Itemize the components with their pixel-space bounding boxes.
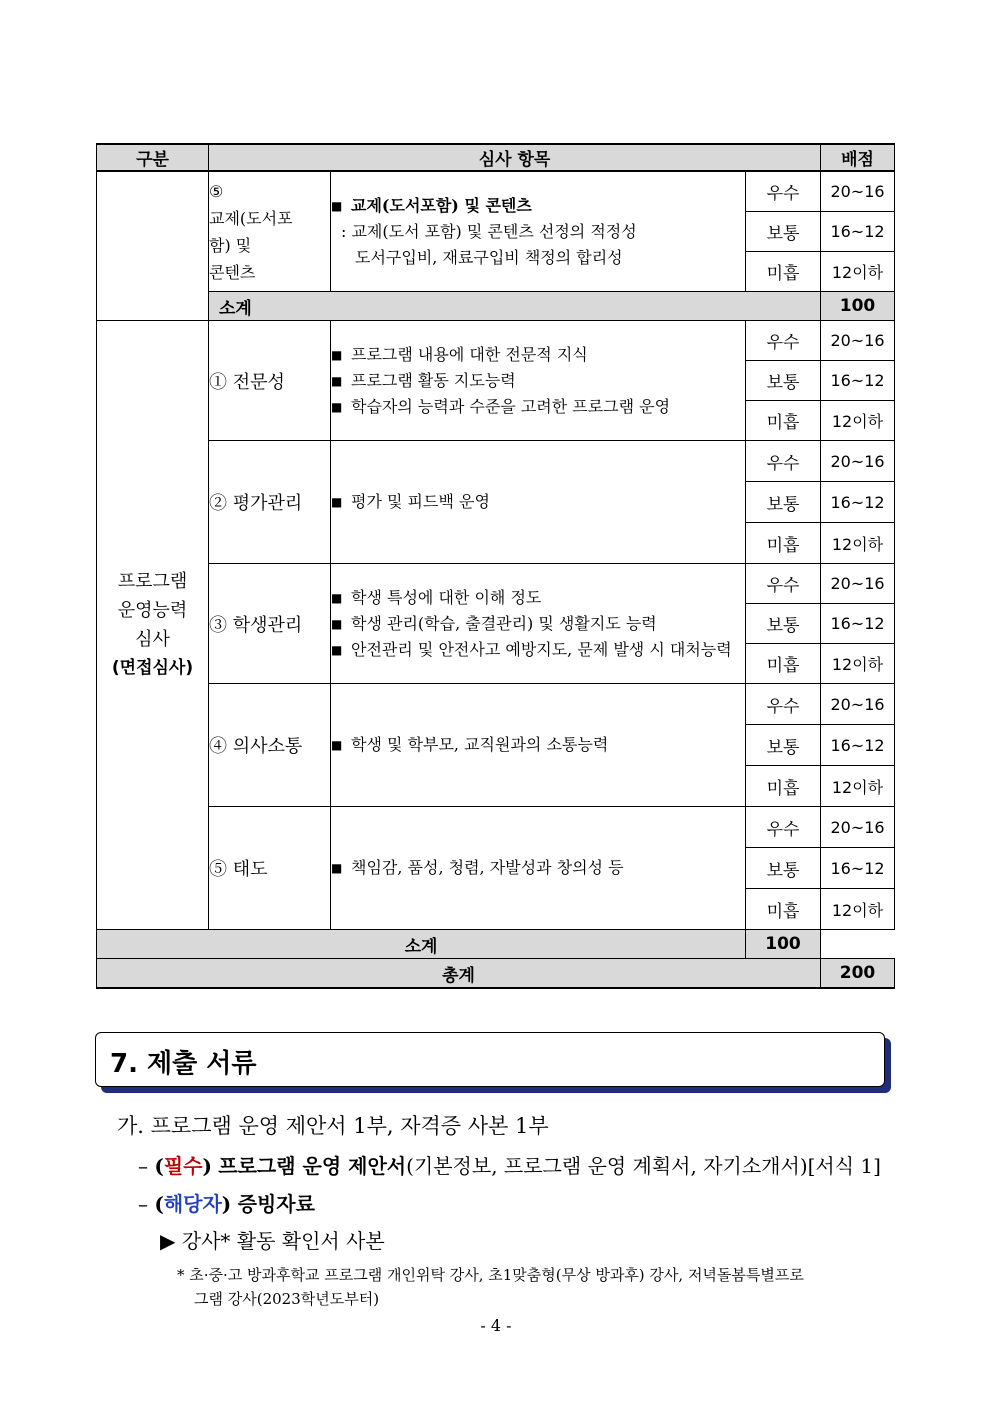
score-cell: 20~16 (821, 441, 895, 482)
grade-cell: 미흡 (746, 644, 821, 684)
subtotal-row (97, 930, 895, 959)
criteria-cell (331, 807, 746, 930)
grade-cell: 우수 (746, 171, 821, 212)
section-header (95, 1032, 885, 1087)
optional-tag: 해당자 (163, 1192, 222, 1216)
sub-item-text: 강사* 활동 확인서 사본 (181, 1229, 385, 1253)
score-cell: 12이하 (821, 401, 895, 441)
square-bullet-icon: ■ (331, 616, 343, 631)
sub-item-label: 교제(도서포 (209, 208, 293, 228)
criteria-cell (331, 564, 746, 684)
square-bullet-icon: ■ (331, 495, 343, 509)
criteria-line: 학생 관리(학습, 출결관리) 및 생활지도 능력 (351, 613, 657, 633)
header-category: 구분 (97, 144, 209, 171)
required-tag: 필수 (163, 1154, 203, 1178)
sub-item-cell: ① 전문성 (209, 321, 331, 441)
criteria-line: 도서구입비, 재료구입비 책정의 합리성 (355, 247, 623, 267)
table-header-row (97, 144, 895, 171)
criteria-title: 교제(도서포함) 및 콘텐츠 (351, 195, 532, 215)
grade-cell: 미흡 (746, 252, 821, 292)
triangle-bullet-icon: ▶ (160, 1229, 182, 1253)
table-row (97, 171, 895, 212)
sub-item-cell: ③ 학생관리 (209, 564, 331, 684)
criteria-line: 학생 및 학부모, 교직원과의 소통능력 (351, 735, 609, 754)
header-score: 배점 (821, 144, 895, 171)
score-cell: 20~16 (821, 684, 895, 725)
required-title: 프로그램 운영 제안서 (218, 1154, 407, 1178)
table-row (97, 684, 895, 725)
score-cell: 16~12 (821, 212, 895, 252)
grade-cell: 우수 (746, 807, 821, 848)
grade-cell: 보통 (746, 725, 821, 766)
criteria-line: 책임감, 품성, 청렴, 자발성과 창의성 등 (351, 858, 624, 877)
grade-cell: 미흡 (746, 889, 821, 930)
score-cell: 12이하 (821, 766, 895, 807)
total-value: 200 (821, 959, 895, 989)
sub-item-label: 함) 및 (209, 235, 252, 255)
grade-cell: 보통 (746, 361, 821, 401)
subtotal-row (97, 292, 895, 321)
sub-item-line (160, 1225, 385, 1254)
header-items: 심사 항목 (209, 144, 821, 171)
grade-cell: 우수 (746, 321, 821, 361)
subtotal-value: 100 (821, 292, 895, 321)
criteria-line: 프로그램 내용에 대한 전문적 지식 (351, 344, 588, 364)
grade-cell: 보통 (746, 212, 821, 252)
doc-line-a: 가. 프로그램 운영 제안서 1부, 자격증 사본 1부 (117, 1114, 549, 1138)
footnote-line-1: * 초·중·고 방과후학교 프로그램 개인위탁 강사, 초1맞춤형(무상 방과후) 강사, 저녁돌봄특별프로 (177, 1266, 804, 1284)
page-number: - 4 - (480, 1316, 512, 1335)
grade-cell: 미흡 (746, 401, 821, 441)
score-cell: 20~16 (821, 807, 895, 848)
score-cell: 12이하 (821, 644, 895, 684)
criteria-line: 학습자의 능력과 수준을 고려한 프로그램 운영 (351, 396, 671, 416)
optional-title: 증빙자료 (237, 1192, 315, 1216)
grade-cell: 우수 (746, 684, 821, 725)
sub-item-cell (209, 171, 331, 292)
required-detail: (기본정보, 프로그램 운영 계획서, 자기소개서)[서식 1] (406, 1154, 881, 1178)
sub-item-cell: ④ 의사소통 (209, 684, 331, 807)
subtotal-label: 소계 (209, 292, 821, 321)
grade-cell: 미흡 (746, 766, 821, 807)
grade-cell: 우수 (746, 564, 821, 604)
evaluation-table (96, 143, 895, 989)
table-row (97, 807, 895, 848)
square-bullet-icon: ■ (331, 590, 343, 605)
score-cell: 12이하 (821, 252, 895, 292)
score-cell: 16~12 (821, 361, 895, 401)
table-row (97, 441, 895, 482)
criteria-line: 프로그램 활동 지도능력 (351, 370, 516, 390)
score-cell: 16~12 (821, 848, 895, 889)
grade-cell: 보통 (746, 848, 821, 889)
subtotal-value: 100 (746, 930, 821, 959)
criteria-line: 평가 및 피드백 운영 (351, 492, 490, 511)
required-line: – (필수) 프로그램 운영 제안서(기본정보, 프로그램 운영 계획서, 자기소개서)[서식 1] (138, 1154, 881, 1178)
criteria-cell (331, 171, 746, 292)
square-bullet-icon: ■ (331, 642, 343, 657)
score-cell: 16~12 (821, 482, 895, 523)
grade-cell: 보통 (746, 482, 821, 523)
table-row (97, 564, 895, 604)
grade-cell: 보통 (746, 604, 821, 644)
category-label: 심사 (135, 629, 170, 650)
sub-item-label: ⑤ (209, 181, 224, 201)
section-title: 7. 제출 서류 (110, 1049, 257, 1079)
table-row (97, 321, 895, 361)
sub-item-label: 콘텐츠 (209, 262, 256, 282)
optional-line: – (해당자) 증빙자료 (138, 1192, 315, 1216)
score-cell: 20~16 (821, 564, 895, 604)
square-bullet-icon: ■ (331, 347, 343, 362)
square-bullet-icon: ■ (331, 399, 343, 414)
score-cell: 16~12 (821, 604, 895, 644)
square-bullet-icon: ■ (331, 373, 343, 388)
category-cell (97, 321, 209, 930)
category-label: (면접심사) (111, 658, 194, 678)
criteria-cell (331, 321, 746, 441)
square-bullet-icon: ■ (331, 198, 343, 213)
criteria-line: 학생 특성에 대한 이해 정도 (351, 587, 542, 607)
score-cell: 16~12 (821, 725, 895, 766)
criteria-line: 안전관리 및 안전사고 예방지도, 문제 발생 시 대처능력 (351, 639, 732, 659)
footnote-line-2: 그램 강사(2023학년도부터) (194, 1290, 380, 1308)
total-label: 총계 (97, 959, 821, 989)
category-label: 프로그램 (117, 571, 188, 592)
grade-cell: 우수 (746, 441, 821, 482)
subtotal-label: 소계 (97, 930, 746, 959)
score-cell: 12이하 (821, 889, 895, 930)
total-row (97, 959, 895, 989)
category-label: 운영능력 (117, 600, 188, 621)
grade-cell: 미흡 (746, 523, 821, 564)
score-cell: 20~16 (821, 171, 895, 212)
criteria-cell (331, 441, 746, 564)
sub-item-cell: ⑤ 태도 (209, 807, 331, 930)
score-cell: 20~16 (821, 321, 895, 361)
score-cell: 12이하 (821, 523, 895, 564)
criteria-cell (331, 684, 746, 807)
criteria-line: : 교제(도서 포함) 및 콘텐츠 선정의 적정성 (341, 221, 637, 241)
category-cell-top (97, 171, 209, 321)
square-bullet-icon: ■ (331, 738, 343, 752)
square-bullet-icon: ■ (331, 861, 343, 875)
sub-item-cell: ② 평가관리 (209, 441, 331, 564)
